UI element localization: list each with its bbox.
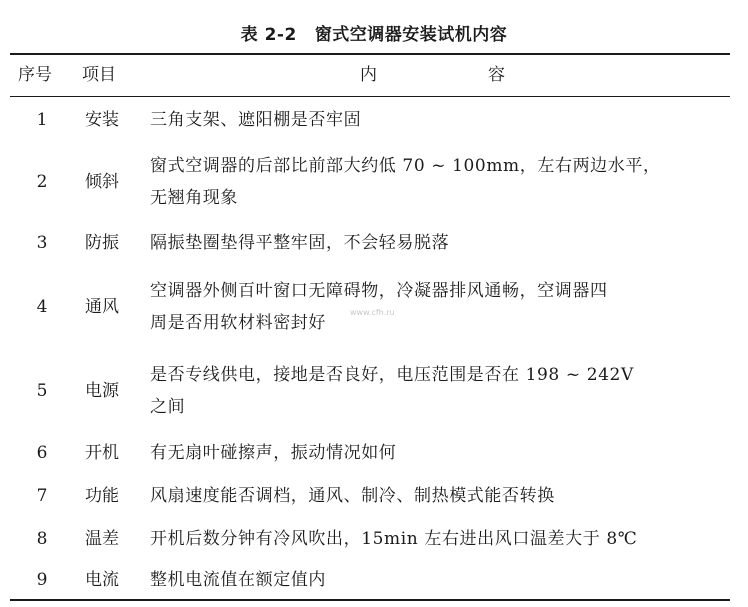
header-item: 项目 [82,65,116,85]
row-content-line: 无翘角现象 [150,188,238,208]
row-content-line: 周是否用软材料密封好 [150,313,326,333]
header-content-part1: 内 [360,65,377,85]
row-content-line: 隔振垫圈垫得平整牢固，不会轻易脱落 [150,233,450,253]
row-number: 2 [36,172,48,192]
row-content-line: 空调器外侧百叶窗口无障碍物，冷凝器排风通畅，空调器四 [150,281,608,301]
row-content-line: 开机后数分钟有冷风吹出，15min 左右进出风口温差大于 8℃ [150,529,638,549]
table-title: 窗式空调器安装试机内容 [314,25,508,45]
row-number: 1 [36,110,48,130]
row-number: 6 [36,443,48,463]
bottom-rule [10,599,730,601]
header-number: 序号 [18,65,52,85]
table-number: 表 2-2 [240,25,297,45]
row-item: 电流 [85,570,119,590]
row-content-line: 之间 [150,397,186,417]
row-number: 8 [36,529,48,549]
row-content-line: 风扇速度能否调档，通风、制冷、制热模式能否转换 [150,486,555,506]
row-number: 4 [36,297,48,317]
row-content-line: 是否专线供电，接地是否良好，电压范围是否在 198 ~ 242V [150,365,634,385]
row-item: 防振 [85,233,119,253]
row-item: 安装 [85,110,119,130]
row-content-line: 三角支架、遮阳棚是否牢固 [150,110,362,130]
row-content-line: 整机电流值在额定值内 [150,570,326,590]
header-rule [10,96,730,97]
row-item: 功能 [85,486,119,506]
row-number: 5 [36,381,48,401]
header-content-part2: 容 [488,65,505,85]
row-content-line: 有无扇叶碰擦声，振动情况如何 [150,443,397,463]
row-item: 电源 [85,381,119,401]
row-item: 通风 [85,297,119,317]
row-number: 3 [36,233,48,253]
row-number: 9 [36,570,48,590]
top-rule [10,53,730,55]
row-number: 7 [36,486,48,506]
row-item: 开机 [85,443,119,463]
row-item: 倾斜 [85,172,119,192]
table-caption [0,20,748,45]
row-item: 温差 [85,529,119,549]
row-content-line: 窗式空调器的后部比前部大约低 70 ~ 100mm，左右两边水平， [150,156,661,176]
watermark: www.cfh.ru [350,308,395,317]
